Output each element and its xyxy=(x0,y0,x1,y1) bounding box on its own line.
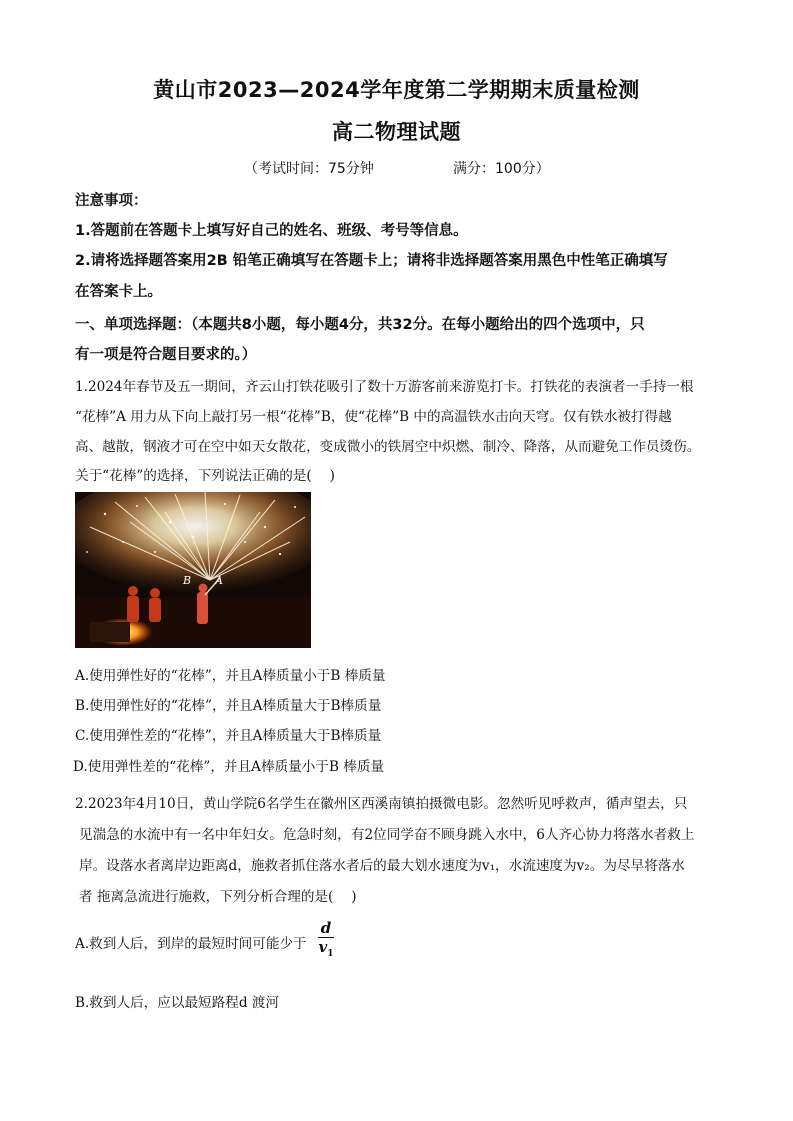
question-1-option-a: A.使用弹性好的“花棒”，并且A棒质量小于B 棒质量 xyxy=(75,668,386,684)
photo-label-b: B xyxy=(183,574,192,587)
question-1-line-2: “花棒”A 用力从下向上敲打另一根“花棒”B，使“花棒”B 中的高温铁水击向天穹。仅有铁水被打得越 xyxy=(75,409,672,425)
notes-heading: 注意事项： xyxy=(75,193,148,209)
question-1-line-3: 高、越散，钢液才可在空中如天女散花，变成微小的铁屑空中炽燃、制冷、降落，从而避免工作员烫伤。 xyxy=(75,439,701,455)
question-2-line-4: 者 拖离急流进行施救，下列分析合理的是( ) xyxy=(79,889,357,905)
question-2-line-3: 岸。设落水者离岸边距离d，施救者抓住落水者后的最大划水速度为v₁，水流速度为v₂。为尽早将落水 xyxy=(79,858,685,874)
fraction-denominator-symbol: v xyxy=(318,938,328,956)
question-2-option-b: B.救到人后，应以最短路程d 渡河 xyxy=(75,995,280,1011)
fraction-denominator-subscript: 1 xyxy=(327,949,334,959)
full-score: 满分：100分） xyxy=(453,161,550,177)
question-1-option-c: C.使用弹性差的“花棒”，并且A棒质量大于B棒质量 xyxy=(75,728,382,744)
iron-flower-photo xyxy=(75,492,311,648)
exam-title: 黄山市2023—2024学年度第二学期期末质量检测 xyxy=(153,78,640,102)
fraction-d-over-v1 xyxy=(318,920,334,962)
section-heading: 一、单项选择题：（本题共8小题，每小题4分，共32分。在每小题给出的四个选项中，只 xyxy=(75,317,645,333)
question-1-option-b: B.使用弹性好的“花棒”，并且A棒质量大于B棒质量 xyxy=(75,698,382,714)
exam-time: （考试时间：75分钟 xyxy=(244,161,374,177)
question-1-line-4: 关于“花棒”的选择，下列说法正确的是( ) xyxy=(75,468,335,484)
question-2-line-1: 2.2023年4月10日，黄山学院6名学生在徽州区西溪南镇拍摄微电影。忽然听见呼救声，循声望去，只 xyxy=(75,796,688,812)
question-1-line-1: 1.2024年春节及五一期间，齐云山打铁花吸引了数十万游客前来游览打卡。打铁花的表演者一手持一根 xyxy=(75,379,694,395)
fraction-denominator xyxy=(318,939,334,962)
question-2-option-a: A.救到人后，到岸的最短时间可能少于 xyxy=(75,936,307,952)
fraction-numerator: d xyxy=(320,919,332,937)
exam-subtitle: 高二物理试题 xyxy=(332,120,461,144)
iron-flower-illustration xyxy=(75,492,311,648)
question-2-line-2: 见湍急的水流中有一名中年妇女。危急时刻，有2位同学奋不顾身跳入水中，6人齐心协力将落水者救上 xyxy=(79,827,695,843)
notes-item-1: 1.答题前在答题卡上填写好自己的姓名、班级、考号等信息。 xyxy=(75,223,468,239)
notes-item-2-cont: 在答案卡上。 xyxy=(75,284,162,300)
section-heading-cont: 有一项是符合题目要求的。） xyxy=(75,347,257,363)
notes-item-2: 2.请将选择题答案用2B 铅笔正确填写在答题卡上；请将非选择题答案用黑色中性笔正确填写 xyxy=(75,253,668,269)
photo-label-a: A xyxy=(215,574,223,587)
question-1-option-d: D.使用弹性差的“花棒”，并且A棒质量小于B 棒质量 xyxy=(73,759,385,775)
